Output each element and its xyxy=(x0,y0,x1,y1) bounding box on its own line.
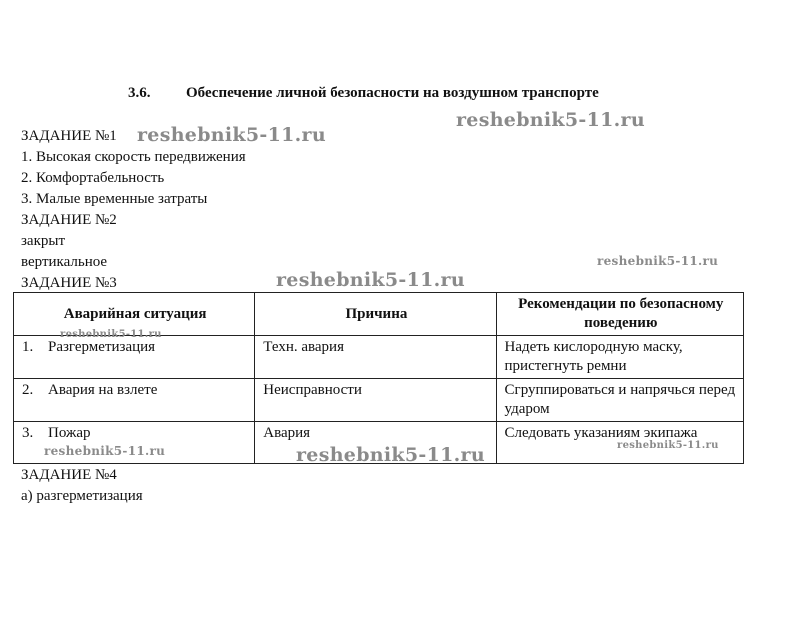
cell-cause: Авария xyxy=(255,422,496,464)
table-row xyxy=(14,336,744,379)
cell-situation: 3. Пожар xyxy=(14,422,255,464)
task1-item-2: 2. Комфортабельность xyxy=(21,170,165,186)
row-number: 2. xyxy=(22,382,34,398)
cell-cause: Неисправности xyxy=(255,379,496,422)
watermark: reshebnik5-11.ru xyxy=(597,254,719,268)
section-heading xyxy=(128,85,599,102)
task2-item-1: закрыт xyxy=(21,233,66,249)
watermark: reshebnik5-11.ru xyxy=(60,329,162,340)
task1-item-1: 1. Высокая скорость передвижения xyxy=(21,149,246,165)
cell-advice: Сгруппироваться и напрячься перед ударом xyxy=(496,379,743,422)
task1-item-3: 3. Малые временные затраты xyxy=(21,191,208,207)
watermark: reshebnik5-11.ru xyxy=(44,444,166,458)
task2-item-2: вертикальное xyxy=(21,254,108,270)
task3-label: ЗАДАНИЕ №3 xyxy=(21,275,117,291)
task4-item-1: а) разгерметизация xyxy=(21,488,143,504)
cell-advice: Надеть кислородную маску, пристегнуть ремни xyxy=(496,336,743,379)
task2-label: ЗАДАНИЕ №2 xyxy=(21,212,117,228)
header-situation: Аварийная ситуация xyxy=(14,293,255,336)
task1-label: ЗАДАНИЕ №1 xyxy=(21,128,117,144)
section-title: Обеспечение личной безопасности на воздушном транспорте xyxy=(186,85,599,101)
cell-advice: Следовать указаниям экипажа xyxy=(496,422,743,464)
cell-situation: 2. Авария на взлете xyxy=(14,379,255,422)
watermark: reshebnik5-11.ru xyxy=(456,109,645,131)
watermark: reshebnik5-11.ru xyxy=(276,269,465,291)
section-number: 3.6. xyxy=(128,85,151,101)
cell-situation: 1. Разгерметизация xyxy=(14,336,255,379)
row-number: 1. xyxy=(22,339,34,355)
cell-cause: Техн. авария xyxy=(255,336,496,379)
header-advice: Рекомендации по безопасному поведению xyxy=(496,293,743,336)
watermark: reshebnik5-11.ru xyxy=(137,124,326,146)
task4-label: ЗАДАНИЕ №4 xyxy=(21,467,117,483)
watermark: reshebnik5-11.ru xyxy=(617,440,719,451)
table-row xyxy=(14,379,744,422)
header-cause: Причина xyxy=(255,293,496,336)
emergency-table xyxy=(13,292,744,464)
watermark: reshebnik5-11.ru xyxy=(296,444,485,466)
row-number: 3. xyxy=(22,425,34,441)
